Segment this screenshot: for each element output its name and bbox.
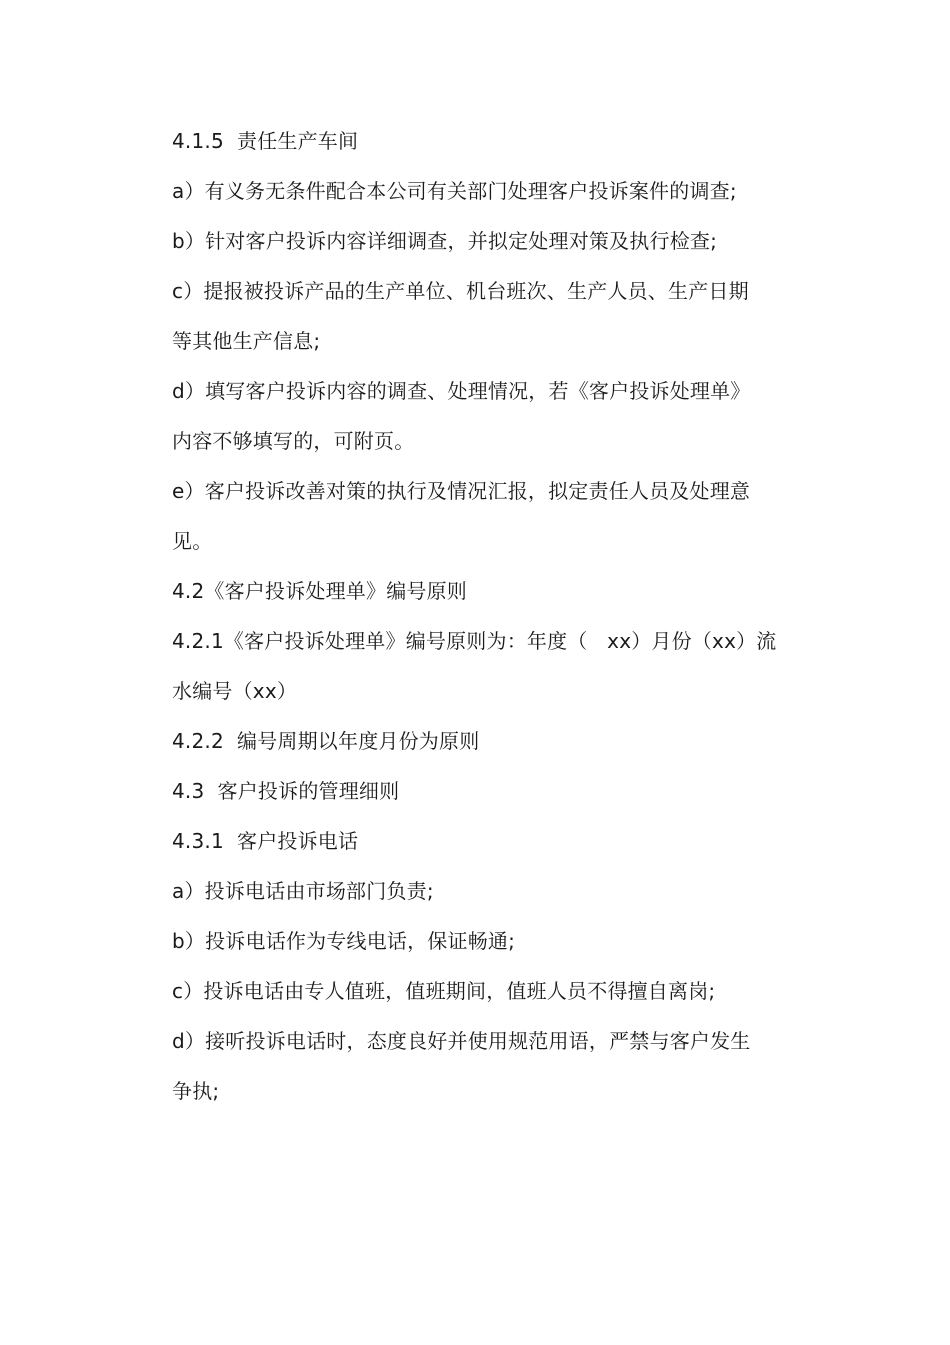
list-item: e）客户投诉改善对策的执行及情况汇报，拟定责任人员及处理意 — [172, 479, 751, 503]
document-body — [172, 116, 872, 1116]
list-item-continuation: 争执; — [172, 1079, 220, 1103]
list-item-continuation: 内容不够填写的，可附页。 — [172, 429, 415, 453]
list-item: b）针对客户投诉内容详细调查，并拟定处理对策及执行检查; — [172, 229, 718, 253]
paragraph: 4.2.2 编号周期以年度月份为原则 — [172, 729, 480, 753]
section-heading-4-3: 4.3 客户投诉的管理细则 — [172, 779, 400, 803]
list-item: d）填写客户投诉内容的调查、处理情况，若《客户投诉处理单》 — [172, 379, 751, 403]
list-item: a）有义务无条件配合本公司有关部门处理客户投诉案件的调查; — [172, 179, 737, 203]
paragraph-continuation: 水编号（xx） — [172, 679, 298, 703]
list-item: c）投诉电话由专人值班，值班期间，值班人员不得擅自离岗; — [172, 979, 716, 1003]
section-heading-4-2: 4.2《客户投诉处理单》编号原则 — [172, 579, 468, 603]
list-item: b）投诉电话作为专线电话，保证畅通; — [172, 929, 516, 953]
list-item-continuation: 见。 — [172, 529, 213, 553]
section-heading-4-1-5: 4.1.5 责任生产车间 — [172, 129, 359, 153]
list-item: d）接听投诉电话时，态度良好并使用规范用语，严禁与客户发生 — [172, 1029, 751, 1053]
list-item-continuation: 等其他生产信息; — [172, 329, 321, 353]
list-item: c）提报被投诉产品的生产单位、机台班次、生产人员、生产日期 — [172, 279, 749, 303]
paragraph: 4.2.1《客户投诉处理单》编号原则为：年度（ xx）月份（xx）流 — [172, 629, 777, 653]
section-heading-4-3-1: 4.3.1 客户投诉电话 — [172, 829, 359, 853]
list-item: a）投诉电话由市场部门负责; — [172, 879, 434, 903]
